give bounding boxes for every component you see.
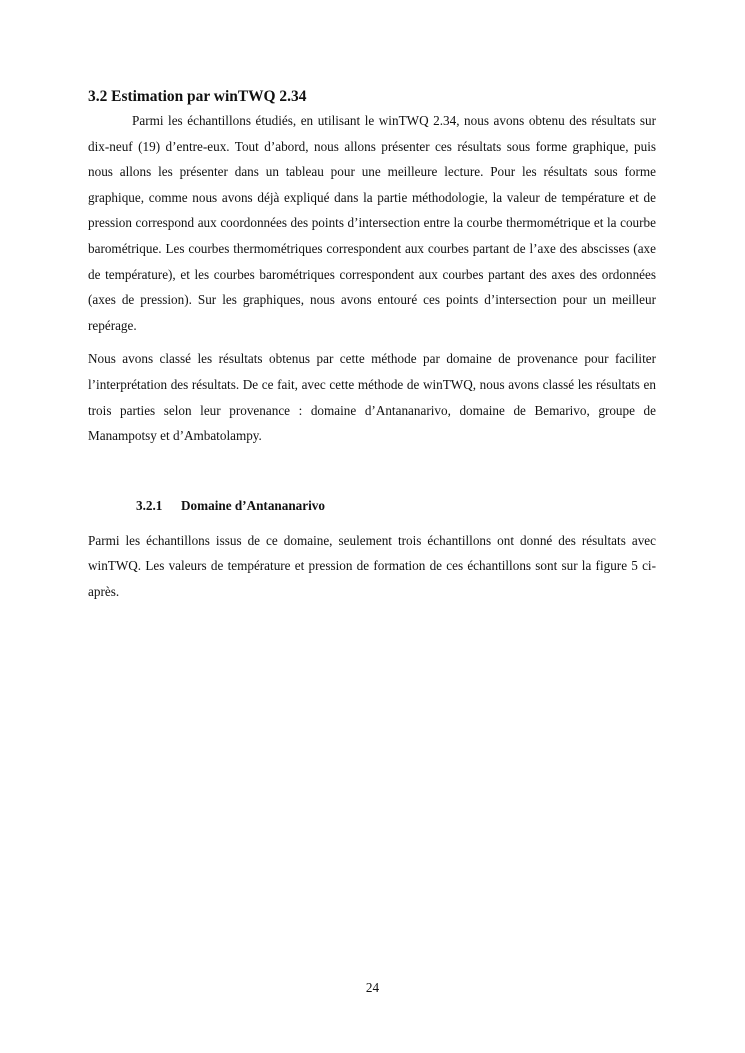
section-paragraph-2: Nous avons classé les résultats obtenus par cette méthode par domaine de provenance pour faciliter l’interprétation des résultats. De ce fait, avec cette méthode de winTWQ, nous avons classé les résultats en trois parties selon leur provenance : domaine d’Antananarivo, domaine de Bemarivo, groupe de Manampotsy et d’Ambatolampy. — [88, 351, 656, 444]
section-paragraph-1: Parmi les échantillons étudiés, en utilisant le winTWQ 2.34, nous avons obtenu des résultats sur dix-neuf (19) d’entre-eux. Tout d’abord, nous allons présenter ces résultats sous forme graphique, puis nous allons les présenter dans un tableau pour une meilleure lecture. Pour les résultats sous forme graphique, comme nous avons déjà expliqué dans la partie méthodologie, la valeur de température et de pression correspond aux coordonnées des points d’intersection entre la courbe thermométrique et la courbe barométrique. Les courbes thermométriques correspondent aux courbes partant de l’axe des abscisses (axe de température), et les courbes barométriques correspondent aux courbes partant des axes des ordonnées (axes de pression). Sur les graphiques, nous avons entouré ces points d’intersection pour un meilleur repérage. — [88, 113, 656, 333]
subsection-title: Domaine d’Antananarivo — [181, 497, 325, 513]
subsection-heading — [88, 493, 656, 518]
section-heading: 3.2 Estimation par winTWQ 2.34 — [88, 88, 307, 105]
document-page — [88, 86, 656, 605]
page-number: 24 — [365, 980, 380, 995]
subsection-paragraph-1: Parmi les échantillons issus de ce domaine, seulement trois échantillons ont donné des résultats avec winTWQ. Les valeurs de température et pression de formation de ces échantillons sont sur la figure 5 ci-après. — [88, 532, 656, 599]
subsection-number: 3.2.1 — [136, 497, 163, 513]
